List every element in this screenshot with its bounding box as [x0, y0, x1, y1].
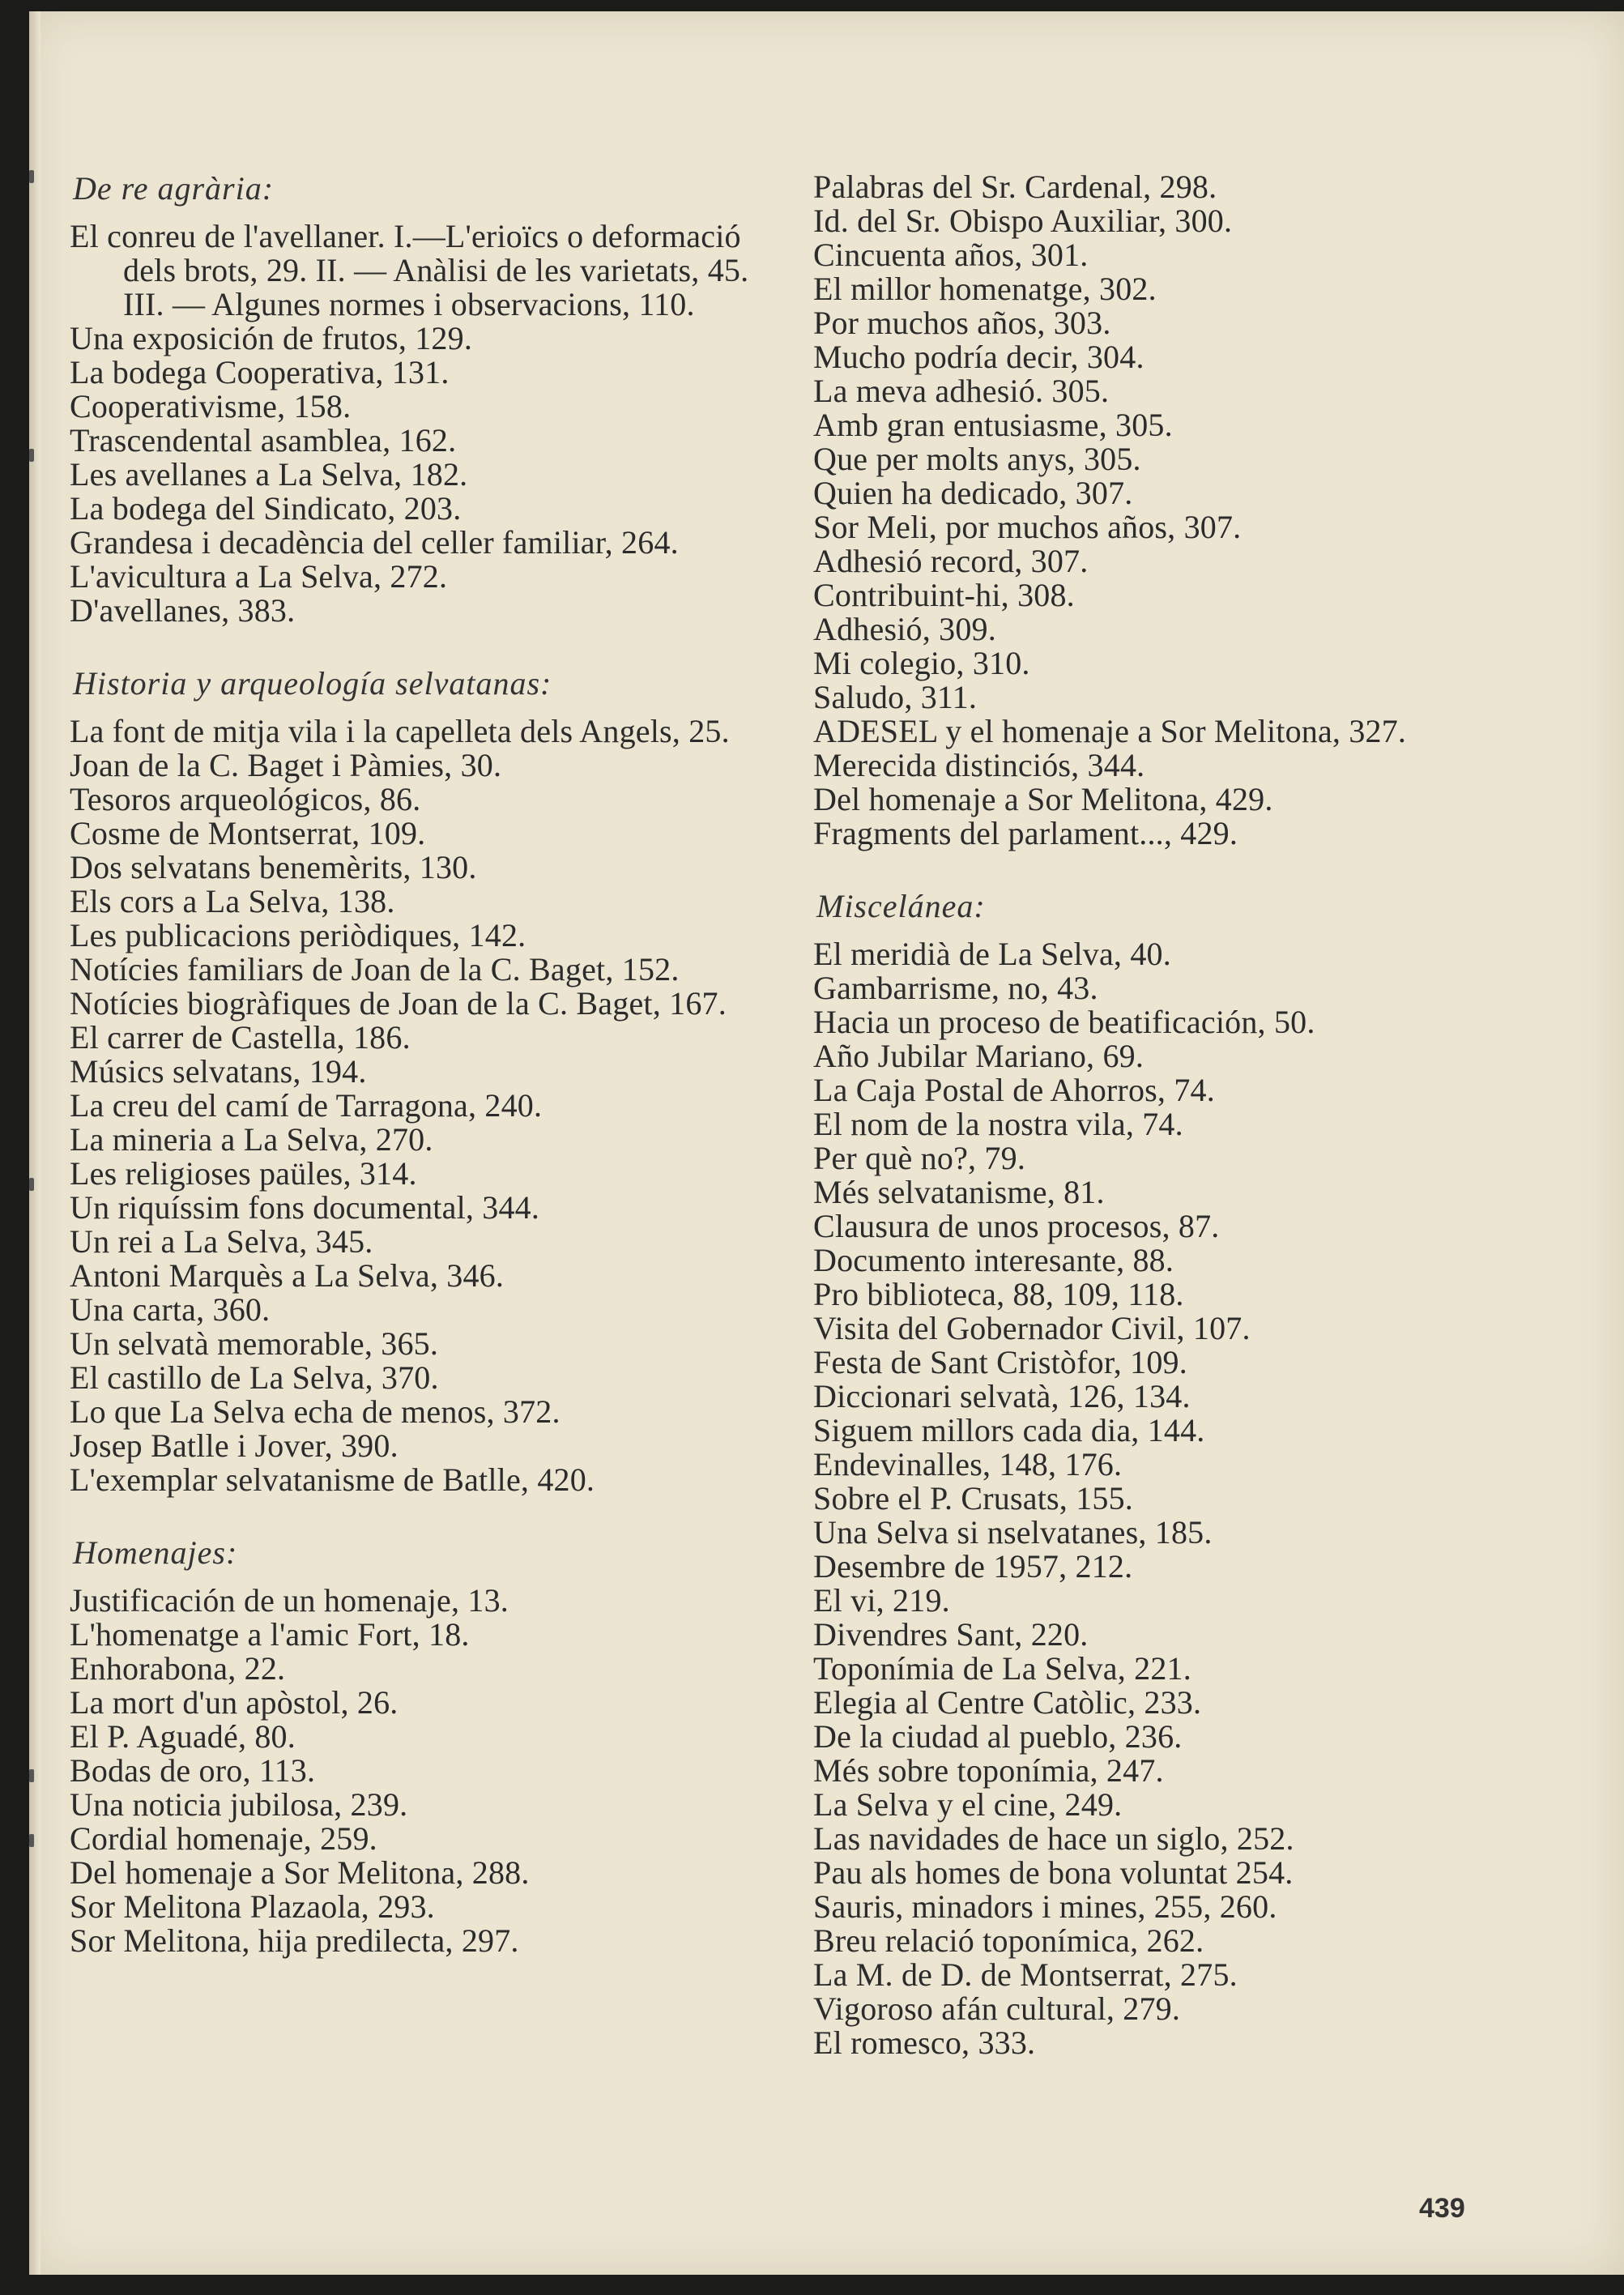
index-entry: El carrer de Castella, 186.: [70, 1019, 411, 1056]
index-entry: Una noticia jubilosa, 239.: [70, 1786, 408, 1823]
index-entry: Dos selvatans benemèrits, 130.: [70, 849, 477, 885]
index-entry: La meva adhesió. 305.: [813, 373, 1110, 409]
index-entry: Un riquíssim fons documental, 344.: [70, 1189, 540, 1226]
index-entry: Contribuint-hi, 308.: [813, 577, 1075, 613]
index-entry: La font de mitja vila i la capelleta dels Angels, 25.: [70, 713, 730, 749]
index-entry: Pro biblioteca, 88, 109, 118.: [813, 1276, 1184, 1312]
index-entry: Sor Meli, por muchos años, 307.: [813, 509, 1242, 545]
index-entry: Els cors a La Selva, 138.: [70, 883, 395, 919]
index-entry: ADESEL y el homenaje a Sor Melitona, 327.: [813, 713, 1407, 749]
index-entry: Endevinalles, 148, 176.: [813, 1446, 1123, 1482]
index-entry: Que per molts anys, 305.: [813, 441, 1141, 477]
index-entry: Lo que La Selva echa de menos, 372.: [70, 1393, 561, 1430]
index-entry: Palabras del Sr. Cardenal, 298.: [813, 168, 1217, 205]
index-entry: Visita del Gobernador Civil, 107.: [813, 1310, 1251, 1346]
index-entry: El P. Aguadé, 80.: [70, 1718, 296, 1755]
index-entry: La mineria a La Selva, 270.: [70, 1121, 433, 1158]
margin-mark: [29, 1178, 34, 1191]
index-entry: Les avellanes a La Selva, 182.: [70, 456, 468, 493]
index-entry: El romesco, 333.: [813, 2024, 1036, 2061]
index-entry: Hacia un proceso de beatificación, 50.: [813, 1004, 1315, 1040]
index-entry: Siguem millors cada dia, 144.: [813, 1412, 1205, 1448]
index-entry: Justificación de un homenaje, 13.: [70, 1582, 509, 1619]
index-entry: Una carta, 360.: [70, 1291, 271, 1328]
index-entry: La M. de D. de Montserrat, 275.: [813, 1956, 1238, 1993]
index-entry: Festa de Sant Cristòfor, 109.: [813, 1344, 1187, 1380]
index-entry: Antoni Marquès a La Selva, 346.: [70, 1257, 505, 1294]
index-entry: Cordial homenaje, 259.: [70, 1820, 377, 1857]
margin-mark: [29, 449, 34, 462]
index-entry: Año Jubilar Mariano, 69.: [813, 1038, 1144, 1074]
index-entry: El nom de la nostra vila, 74.: [813, 1106, 1183, 1142]
index-entry: Breu relació toponímica, 262.: [813, 1922, 1204, 1959]
index-entry: Més sobre toponímia, 247.: [813, 1752, 1164, 1789]
right-column: [813, 170, 1518, 2097]
index-entry: Por muchos años, 303.: [813, 305, 1111, 341]
index-entry: Saludo, 311.: [813, 679, 978, 715]
index-entry: Amb gran entusiasme, 305.: [813, 407, 1173, 443]
index-entry: La creu del camí de Tarragona, 240.: [70, 1087, 543, 1124]
index-entry: Grandesa i decadència del celler familiar, 264.: [70, 524, 679, 561]
index-entry: Cincuenta años, 301.: [813, 237, 1089, 273]
index-entry: Mucho podría decir, 304.: [813, 339, 1144, 375]
index-entry: Adhesió, 309.: [813, 611, 996, 647]
book-page: [29, 11, 1624, 2275]
index-entry: El vi, 219.: [813, 1582, 950, 1619]
index-entry: Per què no?, 79.: [813, 1140, 1026, 1176]
index-entry: Bodas de oro, 113.: [70, 1752, 316, 1789]
index-entry: Divendres Sant, 220.: [813, 1616, 1089, 1653]
index-entry: La mort d'un apòstol, 26.: [70, 1684, 399, 1721]
left-column: [70, 170, 768, 1995]
index-entry: D'avellanes, 383.: [70, 592, 296, 629]
section-heading: Miscelánea:: [816, 888, 986, 924]
index-entry: La bodega Cooperativa, 131.: [70, 354, 450, 390]
margin-mark: [29, 1769, 34, 1782]
index-entry: Toponímia de La Selva, 221.: [813, 1650, 1191, 1687]
index-entry: Mi colegio, 310.: [813, 645, 1030, 681]
index-entry: El millor homenatge, 302.: [813, 271, 1157, 307]
section-heading: Homenajes:: [73, 1534, 238, 1571]
margin-mark: [29, 170, 34, 183]
index-entry: Les religioses paüles, 314.: [70, 1155, 417, 1192]
index-entry: Quien ha dedicado, 307.: [813, 475, 1133, 511]
index-section: [813, 888, 1518, 2060]
index-entry: Tesoros arqueológicos, 86.: [70, 781, 421, 817]
section-heading: De re agrària:: [73, 170, 275, 207]
index-entry: Cooperativisme, 158.: [70, 388, 352, 424]
page-number: 439: [1419, 2193, 1465, 2224]
index-entry: Un rei a La Selva, 345.: [70, 1223, 373, 1260]
index-entry: Id. del Sr. Obispo Auxiliar, 300.: [813, 203, 1233, 239]
index-entry: El castillo de La Selva, 370.: [70, 1359, 439, 1396]
index-entry: Una Selva si nselvatanes, 185.: [813, 1514, 1213, 1551]
index-entry: Del homenaje a Sor Melitona, 429.: [813, 781, 1273, 817]
index-entry: Vigoroso afán cultural, 279.: [813, 1990, 1181, 2027]
index-entry: L'homenatge a l'amic Fort, 18.: [70, 1616, 470, 1653]
index-entry: De la ciudad al pueblo, 236.: [813, 1718, 1183, 1755]
index-entry: Sor Melitona, hija predilecta, 297.: [70, 1922, 519, 1959]
index-entry: L'avicultura a La Selva, 272.: [70, 558, 448, 595]
page-gutter: [29, 11, 40, 2275]
index-section: [70, 170, 768, 628]
index-entry: Músics selvatans, 194.: [70, 1053, 367, 1090]
index-section: [70, 1534, 768, 1958]
index-section: [813, 170, 1518, 851]
index-entry: Sauris, minadors i mines, 255, 260.: [813, 1888, 1277, 1925]
index-entry: Fragments del parlament..., 429.: [813, 815, 1238, 851]
index-entry: Documento interesante, 88.: [813, 1242, 1174, 1278]
margin-mark: [29, 1834, 34, 1847]
index-entry: Sobre el P. Crusats, 155.: [813, 1480, 1133, 1516]
index-entry: Joan de la C. Baget i Pàmies, 30.: [70, 747, 502, 783]
index-entry: Cosme de Montserrat, 109.: [70, 815, 426, 851]
index-entry: Las navidades de hace un siglo, 252.: [813, 1820, 1294, 1857]
index-entry: Sor Melitona Plazaola, 293.: [70, 1888, 435, 1925]
index-entry: Notícies familiars de Joan de la C. Baget, 152.: [70, 951, 680, 988]
index-entry: Del homenaje a Sor Melitona, 288.: [70, 1854, 530, 1891]
index-entry: Enhorabona, 22.: [70, 1650, 286, 1687]
index-entry: Elegia al Centre Catòlic, 233.: [813, 1684, 1202, 1721]
index-entry: Una exposición de frutos, 129.: [70, 320, 473, 356]
index-entry: Desembre de 1957, 212.: [813, 1548, 1133, 1585]
index-entry: Trascendental asamblea, 162.: [70, 422, 457, 459]
index-entry: Merecida distinciós, 344.: [813, 747, 1145, 783]
index-entry: L'exemplar selvatanisme de Batlle, 420.: [70, 1461, 595, 1498]
index-entry: Diccionari selvatà, 126, 134.: [813, 1378, 1191, 1414]
index-entry: La Selva y el cine, 249.: [813, 1786, 1123, 1823]
index-section: [70, 665, 768, 1497]
index-entry: Clausura de unos procesos, 87.: [813, 1208, 1220, 1244]
index-entry: La bodega del Sindicato, 203.: [70, 490, 462, 527]
index-entry: Les publicacions periòdiques, 142.: [70, 917, 526, 953]
index-entry: Gambarrisme, no, 43.: [813, 970, 1098, 1006]
section-heading: Historia y arqueología selvatanas:: [73, 665, 552, 702]
index-entry: Adhesió record, 307.: [813, 543, 1089, 579]
index-entry: El conreu de l'avellaner. I.—L'erioïcs o deformació dels brots, 29. II. — Anàlisi de les varietats, 45. III. — Algunes normes i observacions, 110.: [70, 218, 749, 322]
index-entry: La Caja Postal de Ahorros, 74.: [813, 1072, 1215, 1108]
index-entry: Josep Batlle i Jover, 390.: [70, 1427, 399, 1464]
index-entry: Un selvatà memorable, 365.: [70, 1325, 439, 1362]
index-entry: El meridià de La Selva, 40.: [813, 936, 1171, 972]
index-entry: Més selvatanisme, 81.: [813, 1174, 1105, 1210]
index-entry: Notícies biogràfiques de Joan de la C. Baget, 167.: [70, 985, 727, 1022]
index-entry: Pau als homes de bona voluntat 254.: [813, 1854, 1294, 1891]
